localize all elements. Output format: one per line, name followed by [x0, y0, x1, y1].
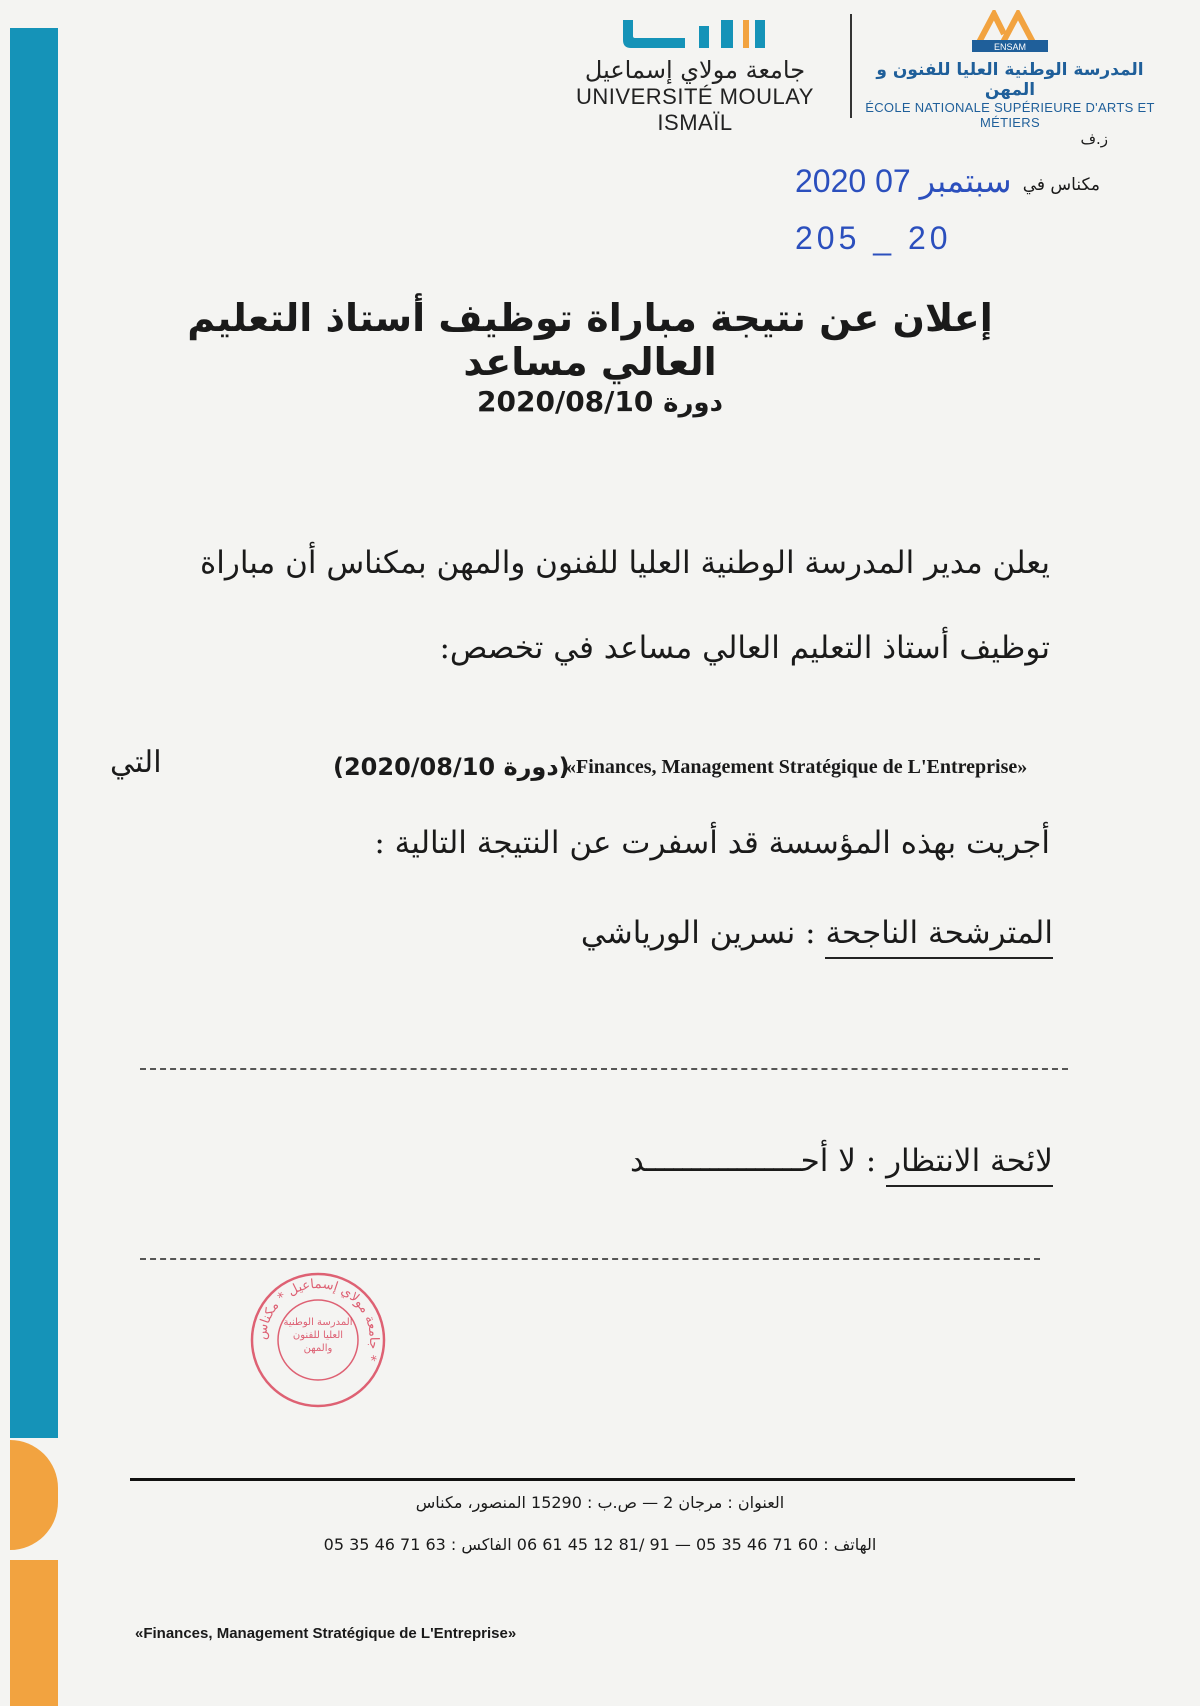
- winner-name: : نسرين الورياشي: [580, 915, 816, 951]
- university-name-arabic: جامعة مولاي إسماعيل: [584, 56, 806, 84]
- footer-speciality: «Finances, Management Stratégique de L'Entreprise»: [135, 1625, 517, 1642]
- handwritten-date: 2020 سبتمبر 07: [795, 163, 1012, 199]
- city-label: مكناس في: [1022, 175, 1100, 195]
- dashed-divider: [140, 1258, 1040, 1260]
- paragraph-line-2: توظيف أستاذ التعليم العالي مساعد في تخصص:: [439, 630, 1050, 666]
- dashed-divider: [140, 1068, 1068, 1070]
- announcement-title: إعلان عن نتيجة مباراة توظيف أستاذ التعليم العالي مساعد: [187, 296, 993, 384]
- logo-divider: [850, 14, 852, 118]
- handwritten-reference: 205 _ 20: [795, 220, 952, 256]
- speciality-name: «Finances, Management Stratégique de L'Entreprise»: [566, 756, 1028, 778]
- winner-line: [581, 915, 1053, 951]
- waiting-list-label: لائحة الانتظار: [886, 1143, 1053, 1187]
- paragraph-line-3: أجريت بهذه المؤسسة قد أسفرت عن النتيجة التالية :: [374, 825, 1050, 861]
- waiting-list-value: : لا أحـــــــــــــــــد: [629, 1143, 877, 1179]
- sidebar-accent-stem: [10, 1560, 58, 1706]
- ensam-name-french: ÉCOLE NATIONALE SUPÉRIEURE D'ARTS ET MÉTIERS: [865, 100, 1155, 130]
- official-stamp-icon: [248, 1270, 388, 1410]
- session-date: 2020/08/10: [477, 385, 654, 418]
- winner-label: المترشحة الناجحة: [825, 915, 1053, 959]
- footer-rule: [130, 1478, 1075, 1481]
- stamp-ring-text: جامعة مولاي إسماعيل * مكناس *: [254, 1276, 382, 1363]
- speciality-line: [100, 747, 1052, 791]
- reference-label: ز.ف: [1080, 130, 1108, 148]
- paragraph-line-1: يعلن مدير المدرسة الوطنية العليا للفنون والمهن بمكناس أن مباراة: [200, 545, 1050, 581]
- footer-phone: الهاتف : 60 71 46 35 05 — 91 /81 12 45 61 06 الفاكس : 63 71 46 35 05: [323, 1535, 877, 1554]
- university-logo: [560, 14, 830, 135]
- session-line: [0, 385, 1200, 418]
- stamp-inner-text: المدرسة الوطنية العليا للفنون والمهن: [283, 1317, 353, 1354]
- university-mark-icon: [615, 14, 775, 54]
- session-label: دورة: [663, 388, 723, 418]
- waiting-list-line: [630, 1143, 1053, 1179]
- footer-address: العنوان : مرجان 2 — ص.ب : 15290 المنصور، مكناس: [415, 1493, 785, 1512]
- university-name-french: UNIVERSITÉ MOULAY ISMAÏL: [576, 84, 814, 135]
- ensam-mark-icon: [970, 10, 1050, 54]
- speciality-session: (دورة 2020/08/10): [333, 753, 570, 781]
- ensam-logo: [860, 10, 1160, 130]
- ensam-name-arabic: المدرسة الوطنية العليا للفنون و المهن: [876, 60, 1144, 100]
- ensam-badge: ENSAM: [993, 42, 1027, 52]
- speciality-line-end: التي: [110, 745, 162, 780]
- sidebar-accent-bar: [10, 28, 58, 1438]
